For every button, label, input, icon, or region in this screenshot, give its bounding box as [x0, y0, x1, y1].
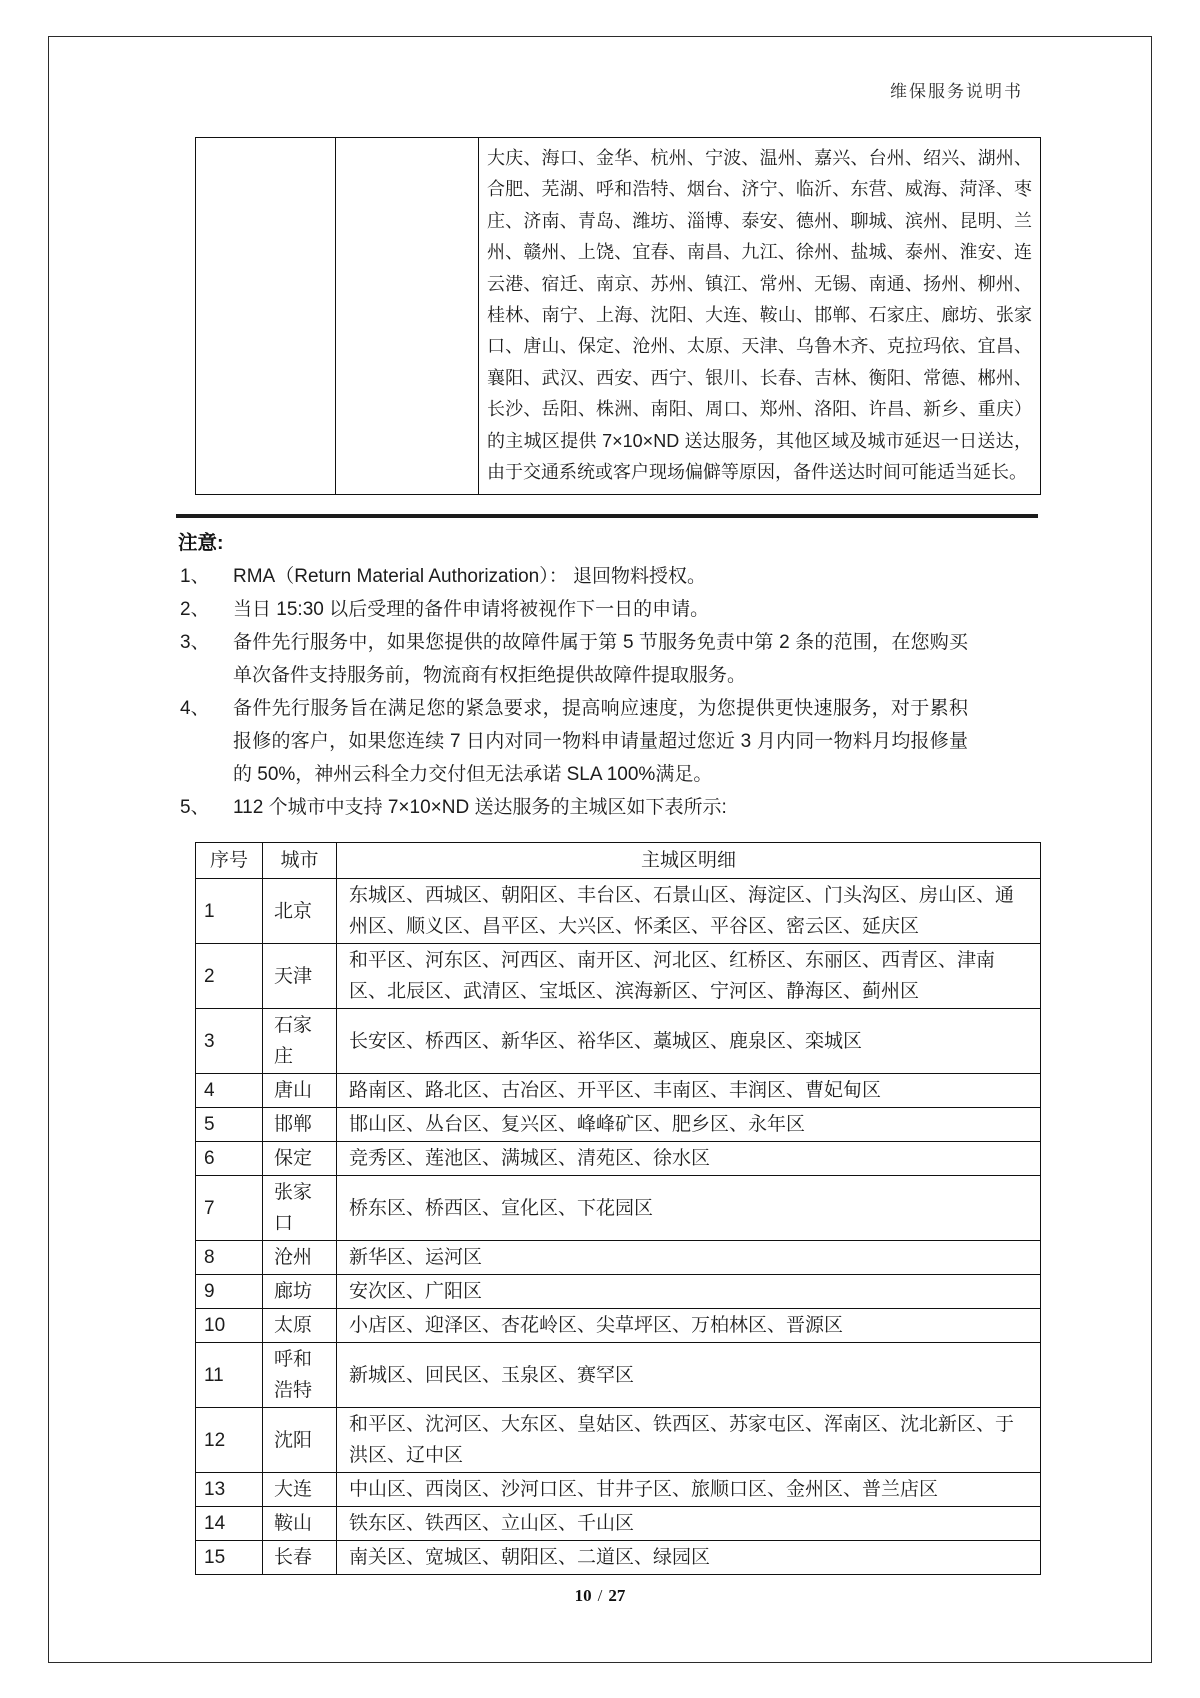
cell-districts: 和平区、沈河区、大东区、皇姑区、铁西区、苏家屯区、浑南区、沈北新区、于洪区、辽中区 — [337, 1408, 1041, 1473]
cell-city: 唐山 — [263, 1074, 337, 1108]
cell-districts: 新华区、运河区 — [337, 1241, 1041, 1275]
notice-item — [178, 791, 970, 824]
cell-districts: 竞秀区、莲池区、满城区、清苑区、徐水区 — [337, 1142, 1041, 1176]
city-districts-table — [195, 842, 1041, 1575]
notice-list — [178, 560, 970, 824]
table-row — [196, 1074, 1041, 1108]
table-row — [196, 1241, 1041, 1275]
cell-city: 邯郸 — [263, 1108, 337, 1142]
table-row — [196, 944, 1041, 1009]
cell-city: 廊坊 — [263, 1275, 337, 1309]
table-row — [196, 1473, 1041, 1507]
cell-no: 1 — [196, 879, 263, 944]
cell-districts: 小店区、迎泽区、杏花岭区、尖草坪区、万柏林区、晋源区 — [337, 1309, 1041, 1343]
page-header-title: 维保服务说明书 — [890, 82, 1023, 101]
cell-no: 5 — [196, 1108, 263, 1142]
table-row — [196, 1507, 1041, 1541]
column-header-number: 序号 — [196, 843, 263, 879]
notice-item-text: RMA（Return Material Authorization）： 退回物料授权。 — [233, 566, 707, 587]
cell-city: 呼和浩特 — [263, 1343, 337, 1408]
cell-city: 长春 — [263, 1541, 337, 1575]
cell-districts: 铁东区、铁西区、立山区、千山区 — [337, 1507, 1041, 1541]
table-row — [196, 1343, 1041, 1408]
city-table-body — [196, 879, 1041, 1575]
cell-districts: 新城区、回民区、玉泉区、赛罕区 — [337, 1343, 1041, 1408]
section-divider-rule — [176, 514, 1038, 518]
page-number-current: 10 — [574, 1586, 592, 1605]
notice-item-number: 3、 — [180, 632, 210, 653]
cell-no: 3 — [196, 1009, 263, 1074]
cell-no: 6 — [196, 1142, 263, 1176]
cell-districts: 和平区、河东区、河西区、南开区、河北区、红桥区、东丽区、西青区、津南区、北辰区、武清区、宝坻区、滨海新区、宁河区、静海区、蓟州区 — [337, 944, 1041, 1009]
cell-no: 14 — [196, 1507, 263, 1541]
cell-no: 7 — [196, 1176, 263, 1241]
notice-item-text: 备件先行服务中，如果您提供的故障件属于第 5 节服务免责中第 2 条的范围，在您购买单次备件支持服务前，物流商有权拒绝提供故障件提取服务。 — [233, 632, 968, 686]
cell-city: 沧州 — [263, 1241, 337, 1275]
table-row — [196, 1108, 1041, 1142]
notice-item-text: 当日 15:30 以后受理的备件申请将被视作下一日的申请。 — [233, 599, 710, 620]
cell-city: 张家口 — [263, 1176, 337, 1241]
cell-no: 8 — [196, 1241, 263, 1275]
cell-no: 11 — [196, 1343, 263, 1408]
empty-cell — [196, 138, 336, 495]
table-row — [196, 879, 1041, 944]
notice-title: 注意: — [178, 532, 224, 554]
table-row — [196, 1408, 1041, 1473]
notice-section — [178, 527, 970, 824]
cell-districts: 中山区、西岗区、沙河口区、甘井子区、旅顺口区、金州区、普兰店区 — [337, 1473, 1041, 1507]
cell-no: 4 — [196, 1074, 263, 1108]
empty-cell — [336, 138, 479, 495]
notice-item — [178, 560, 970, 593]
cell-no: 15 — [196, 1541, 263, 1575]
cell-city: 保定 — [263, 1142, 337, 1176]
cell-city: 鞍山 — [263, 1507, 337, 1541]
notice-item-number: 4、 — [180, 698, 210, 719]
cell-no: 2 — [196, 944, 263, 1009]
cell-no: 12 — [196, 1408, 263, 1473]
table-row — [196, 138, 1041, 495]
cell-city: 天津 — [263, 944, 337, 1009]
page-number-total: 27 — [608, 1586, 626, 1605]
continued-delivery-table — [195, 137, 1041, 495]
table-row — [196, 1142, 1041, 1176]
page-footer — [0, 1586, 1200, 1606]
notice-item — [178, 593, 970, 626]
cell-districts: 安次区、广阳区 — [337, 1275, 1041, 1309]
notice-item-number: 5、 — [180, 797, 210, 818]
table-row — [196, 1176, 1041, 1241]
cell-districts: 邯山区、丛台区、复兴区、峰峰矿区、肥乡区、永年区 — [337, 1108, 1041, 1142]
cell-city: 石家庄 — [263, 1009, 337, 1074]
cell-city: 太原 — [263, 1309, 337, 1343]
column-header-districts: 主城区明细 — [337, 843, 1041, 879]
table-header-row — [196, 843, 1041, 879]
table-row — [196, 1541, 1041, 1575]
notice-item — [178, 626, 970, 692]
notice-item-number: 1、 — [180, 566, 210, 587]
cell-districts: 长安区、桥西区、新华区、裕华区、藁城区、鹿泉区、栾城区 — [337, 1009, 1041, 1074]
table-row — [196, 1275, 1041, 1309]
table-row — [196, 1309, 1041, 1343]
cell-districts: 东城区、西城区、朝阳区、丰台区、石景山区、海淀区、门头沟区、房山区、通州区、顺义区、昌平区、大兴区、怀柔区、平谷区、密云区、延庆区 — [337, 879, 1041, 944]
cell-city: 大连 — [263, 1473, 337, 1507]
notice-item — [178, 692, 970, 791]
cell-no: 9 — [196, 1275, 263, 1309]
delivery-cities-cell: 大庆、海口、金华、杭州、宁波、温州、嘉兴、台州、绍兴、湖州、合肥、芜湖、呼和浩特、烟台、济宁、临沂、东营、威海、菏泽、枣庄、济南、青岛、潍坊、淄博、泰安、德州、聊城、滨州、昆明、兰州、赣州、上饶、宜春、南昌、九江、徐州、盐城、泰州、淮安、连云港、宿迁、南京、苏州、镇江、常州、无锡、南通、扬州、柳州、桂林、南宁、上海、沈阳、大连、鞍山、邯郸、石家庄、廊坊、张家口、唐山、保定、沧州、太原、天津、乌鲁木齐、克拉玛依、宜昌、襄阳、武汉、西安、西宁、银川、长春、吉林、衡阳、常德、郴州、长沙、岳阳、株洲、南阳、周口、郑州、洛阳、许昌、新乡、重庆）的主城区提供 7×10×ND 送达服务，其他区域及城市延迟一日送达，由于交通系统或客户现场偏僻等原因，备件送达时间可能适当延长。 — [479, 138, 1041, 495]
cell-city: 沈阳 — [263, 1408, 337, 1473]
cell-no: 10 — [196, 1309, 263, 1343]
column-header-city: 城市 — [263, 843, 337, 879]
cell-districts: 路南区、路北区、古冶区、开平区、丰南区、丰润区、曹妃甸区 — [337, 1074, 1041, 1108]
page-number-separator: / — [597, 1586, 603, 1605]
cell-districts: 南关区、宽城区、朝阳区、二道区、绿园区 — [337, 1541, 1041, 1575]
notice-item-number: 2、 — [180, 599, 210, 620]
notice-item-text: 备件先行服务旨在满足您的紧急要求，提高响应速度，为您提供更快速服务，对于累积报修的客户，如果您连续 7 日内对同一物料申请量超过您近 3 月内同一物料月均报修量的 50%，神州云科全力交付但无法承诺 SLA 100%满足。 — [233, 698, 968, 785]
cell-districts: 桥东区、桥西区、宣化区、下花园区 — [337, 1176, 1041, 1241]
cell-no: 13 — [196, 1473, 263, 1507]
table-row — [196, 1009, 1041, 1074]
notice-item-text: 112 个城市中支持 7×10×ND 送达服务的主城区如下表所示: — [233, 797, 727, 818]
cell-city: 北京 — [263, 879, 337, 944]
